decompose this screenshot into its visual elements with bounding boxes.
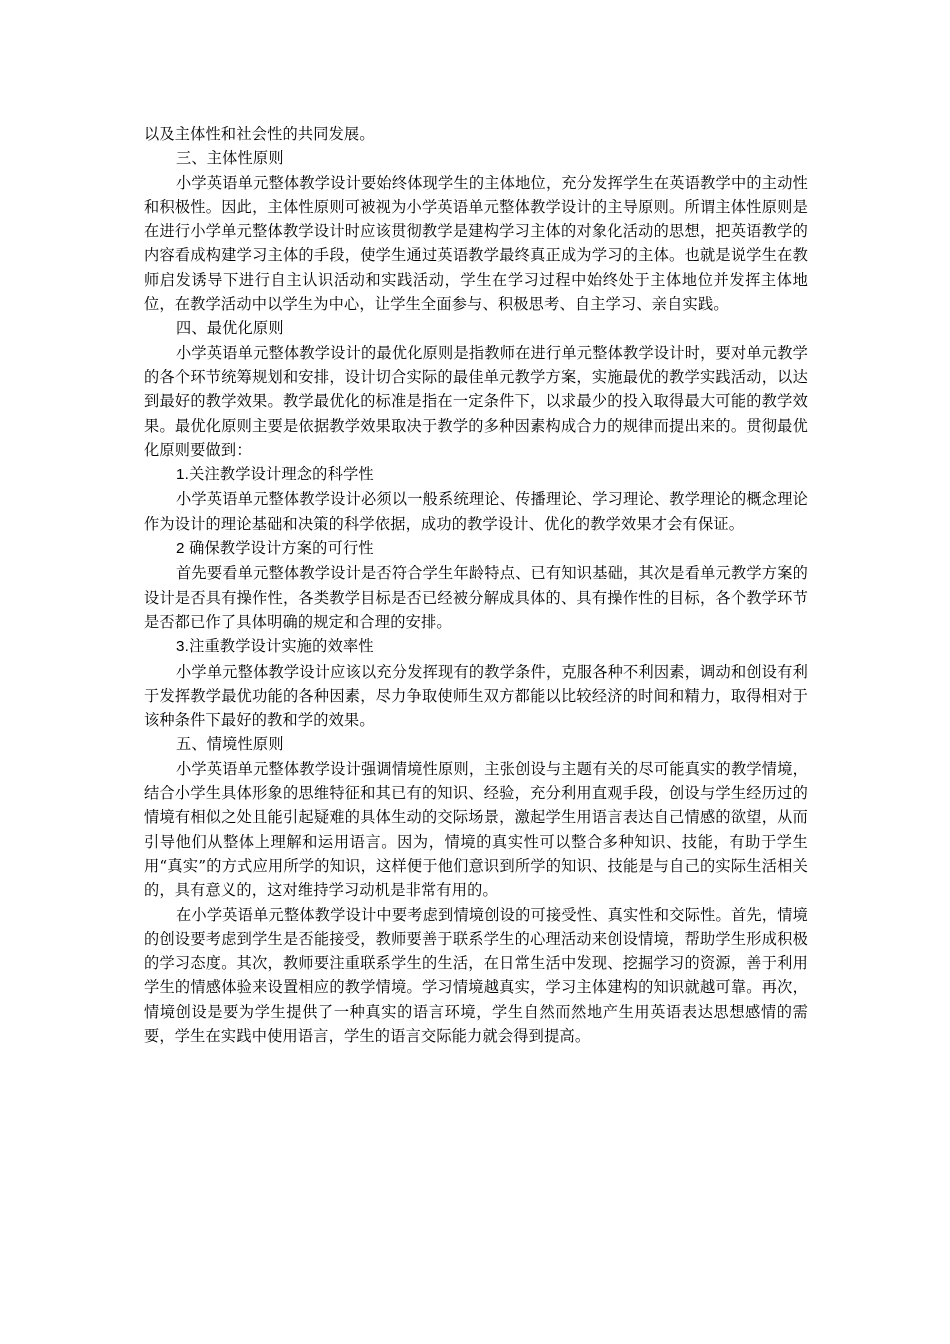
subheading-number: 2 [176,540,190,558]
paragraph-feasibility: 首先要看单元整体教学设计是否符合学生年龄特点、已有知识基础，其次是看单元教学方案的设计是否具有操作性，各类教学目标是否已经被分解成具体的、具有操作性的目标，各个教学环节是否都已作了具体明确的规定和合理的安排。 [144,564,808,631]
subheading-label: 注重教学设计实施的效率性 [189,637,374,656]
paragraph-optimization: 小学英语单元整体教学设计的最优化原则是指教师在进行单元整体教学设计时，要对单元教学的各个环节统筹规划和安排，设计切合实际的最佳单元教学方案，实施最优的教学实践活动，以达到最好的教学效果。教学最优化的标准是指在一定条件下，以求最少的投入取得最大可能的教学效果。最优化原则主要是依据教学效果取决于教学的多种因素构成合力的规律而提出来的。贯彻最优化原则要做到： [144,343,808,459]
section-heading-context: 五、情境性原则 [176,735,284,754]
paragraph-context-2: 在小学英语单元整体教学设计中要考虑到情境创设的可接受性、真实性和交际性。首先，情境的创设要考虑到学生是否能接受，教师要善于联系学生的心理活动来创设情境，帮助学生形成积极的学习态度。其次，教师要注重联系学生的生活，在日常生活中发现、挖掘学习的资源，善于利用学生的情感体验来设置相应的教学情境。学习情境越真实，学习主体建构的知识就越可靠。再次，情境创设是要为学生提供了一种真实的语言环境，学生自然而然地产生用英语表达思想感情的需要，学生在实践中使用语言，学生的语言交际能力就会得到提高。 [144,905,808,1045]
subheading-1 [144,462,808,487]
section-heading-optimization: 四、最优化原则 [176,319,284,338]
paragraph-continuation: 以及主体性和社会性的共同发展。 [144,125,375,143]
section-heading-subjectivity: 三、主体性原则 [176,149,284,168]
subheading-label: 关注教学设计理念的科学性 [189,465,374,484]
subheading-label: 确保教学设计方案的可行性 [189,539,374,558]
subheading-number: 1. [176,466,190,484]
subheading-number: 3. [176,638,190,656]
paragraph-efficiency: 小学单元整体教学设计应该以充分发挥现有的教学条件，克服各种不利因素，调动和创设有利于发挥教学最优功能的各种因素，尽力争取使师生双方都能以比较经济的时间和精力，取得相对于该种条件下最好的教和学的效果。 [144,662,808,730]
paragraph-theory: 小学英语单元整体教学设计必须以一般系统理论、传播理论、学习理论、教学理论的概念理论作为设计的理论基础和决策的科学依据，成功的教学设计、优化的教学效果才会有保证。 [144,490,808,533]
subheading-2 [144,536,808,561]
document-page [144,122,808,1048]
paragraph-subjectivity: 小学英语单元整体教学设计要始终体现学生的主体地位，充分发挥学生在英语教学中的主动性和积极性。因此，主体性原则可被视为小学英语单元整体教学设计的主导原则。所谓主体性原则是在进行小学单元整体教学设计时应该贯彻教学是建构学习主体的对象化活动的思想，把英语教学的内容看成构建学习主体的手段，使学生通过英语教学最终真正成为学习的主体。也就是说学生在教师启发诱导下进行自主认识活动和实践活动，学生在学习过程中始终处于主体地位并发挥主体地位，在教学活动中以学生为中心，让学生全面参与、积极思考、自主学习、亲自实践。 [144,173,808,314]
paragraph-context-1: 小学英语单元整体教学设计强调情境性原则，主张创设与主题有关的尽可能真实的教学情境，结合小学生具体形象的思维特征和其已有的知识、经验，充分利用直观手段，创设与学生经历过的情境有相似之处且能引起疑难的具体生动的交际场景，激起学生用语言表达自己情感的欲望，从而引导他们从整体上理解和运用语言。因为，情境的真实性可以整合多种知识、技能，有助于学生用“真实”的方式应用所学的知识，这样便于他们意识到所学的知识、技能是与自己的实际生活相关的，具有意义的，这对维持学习动机是非常有用的。 [144,759,808,900]
subheading-3 [144,634,808,659]
